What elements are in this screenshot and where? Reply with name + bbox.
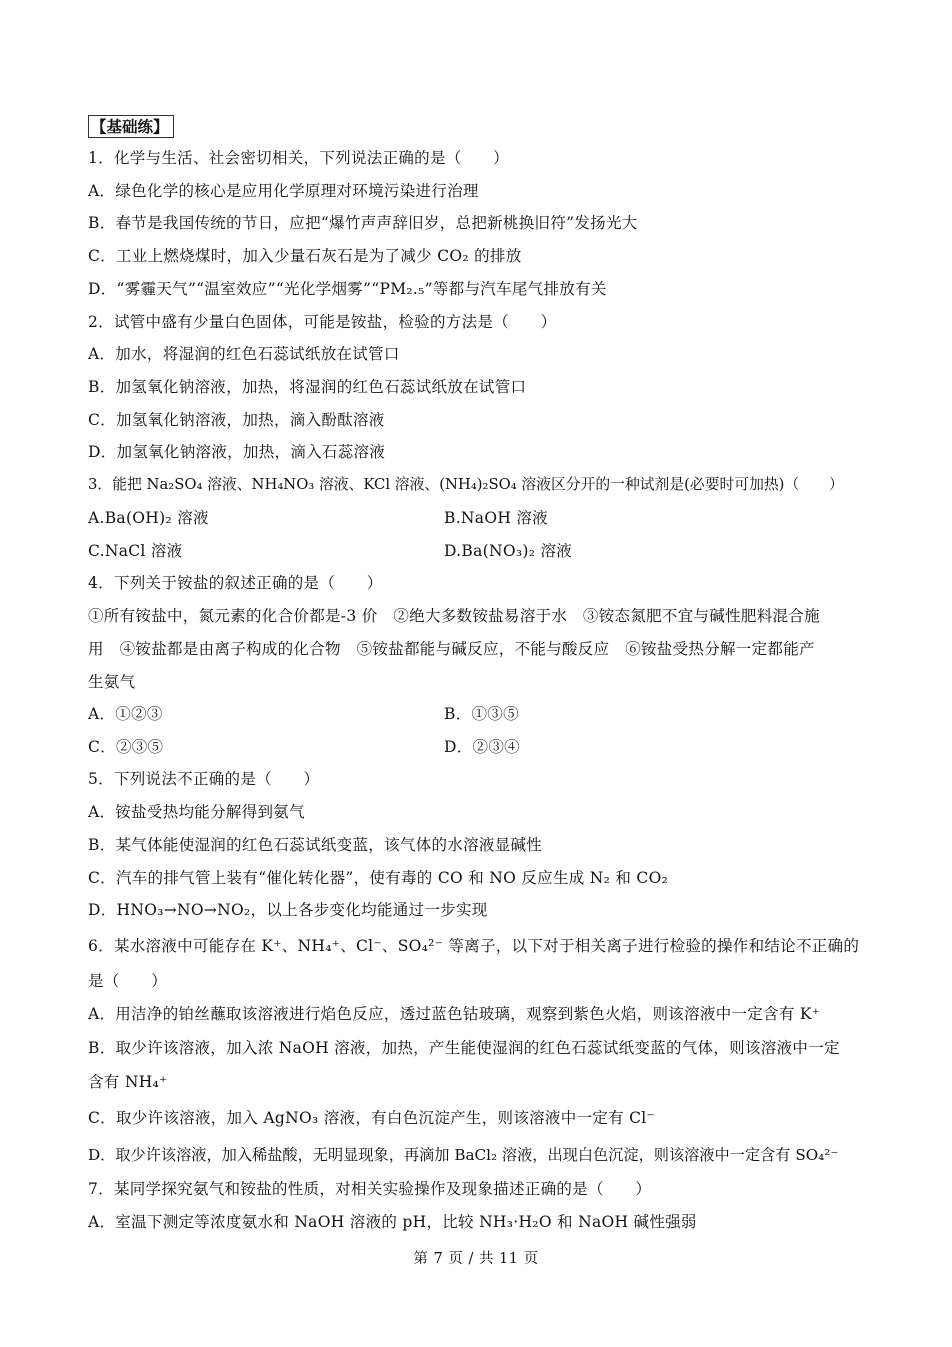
q4-option-b: B．①③⑤ xyxy=(444,705,519,723)
q3-option-d: D.Ba(NO₃)₂ 溶液 xyxy=(444,542,573,560)
q2-option-b: B．加氢氧化钠溶液，加热，将湿润的红色石蕊试纸放在试管口 xyxy=(88,378,527,396)
question-6-cont: 是（ ） xyxy=(88,972,168,990)
q6-option-d: D．取少许该溶液，加入稀盐酸，无明显现象，再滴加 BaCl₂ 溶液，出现白色沉淀，则该溶液中一定含有 SO₄²⁻ xyxy=(88,1146,839,1164)
q6-option-b: B．取少许该溶液，加入浓 NaOH 溶液，加热，产生能使湿润的红色石蕊试纸变蓝的气体，则该溶液中一定 xyxy=(88,1039,840,1057)
q1-option-c: C．工业上燃烧煤时，加入少量石灰石是为了减少 CO₂ 的排放 xyxy=(88,247,522,265)
q2-option-a: A．加水，将湿润的红色石蕊试纸放在试管口 xyxy=(88,345,400,363)
q5-option-d: D．HNO₃→NO→NO₂，以上各步变化均能通过一步实现 xyxy=(88,901,488,919)
question-1: 1．化学与生活、社会密切相关，下列说法正确的是（ ） xyxy=(88,149,509,167)
question-6: 6．某水溶液中可能存在 K⁺、NH₄⁺、Cl⁻、SO₄²⁻ 等离子，以下对于相关离子进行检验的操作和结论不正确的 xyxy=(88,937,860,955)
q1-option-b: B．春节是我国传统的节日，应把“爆竹声声辞旧岁，总把新桃换旧符”发扬光大 xyxy=(88,214,638,232)
q5-option-b: B．某气体能使湿润的红色石蕊试纸变蓝，该气体的水溶液显碱性 xyxy=(88,836,543,854)
q4-statement-line-2: 用 ④铵盐都是由离子构成的化合物 ⑤铵盐都能与碱反应，不能与酸反应 ⑥铵盐受热分解一定都能产 xyxy=(88,640,815,658)
q2-option-d: D．加氢氧化钠溶液，加热，滴入石蕊溶液 xyxy=(88,443,386,461)
section-header: 【基础练】 xyxy=(88,115,174,138)
q4-option-a: A．①②③ xyxy=(88,705,163,723)
question-4: 4．下列关于铵盐的叙述正确的是（ ） xyxy=(88,574,383,592)
q5-option-a: A．铵盐受热均能分解得到氨气 xyxy=(88,803,305,821)
q2-option-c: C．加氢氧化钠溶液，加热，滴入酚酞溶液 xyxy=(88,411,385,429)
q4-statement-line-3: 生氨气 xyxy=(88,673,136,691)
q3-option-b: B.NaOH 溶液 xyxy=(444,509,548,527)
question-3: 3．能把 Na₂SO₄ 溶液、NH₄NO₃ 溶液、KCl 溶液、(NH₄)₂SO₄ 溶液区分开的一种试剂是(必要时可加热)（ ） xyxy=(88,476,844,493)
q3-option-a: A.Ba(OH)₂ 溶液 xyxy=(88,509,209,527)
q1-option-a: A．绿色化学的核心是应用化学原理对环境污染进行治理 xyxy=(88,182,479,200)
q7-option-a: A．室温下测定等浓度氨水和 NaOH 溶液的 pH，比较 NH₃·H₂O 和 NaOH 碱性强弱 xyxy=(88,1213,697,1231)
q4-option-c: C．②③⑤ xyxy=(88,738,164,756)
q4-option-d: D．②③④ xyxy=(444,738,520,756)
question-5: 5．下列说法不正确的是（ ） xyxy=(88,770,320,788)
q6-option-a: A．用洁净的铂丝蘸取该溶液进行焰色反应，透过蓝色钴玻璃，观察到紫色火焰，则该溶液中一定含有 K⁺ xyxy=(88,1005,821,1023)
page-footer: 第 7 页 / 共 11 页 xyxy=(413,1251,539,1267)
q6-option-c: C．取少许该溶液，加入 AgNO₃ 溶液，有白色沉淀产生，则该溶液中一定有 Cl⁻ xyxy=(88,1109,656,1127)
question-2: 2．试管中盛有少量白色固体，可能是铵盐，检验的方法是（ ） xyxy=(88,313,557,331)
q1-option-d: D．“雾霾天气”“温室效应”“光化学烟雾”“PM₂.₅”等都与汽车尾气排放有关 xyxy=(88,280,607,298)
q5-option-c: C．汽车的排气管上装有“催化转化器”，使有毒的 CO 和 NO 反应生成 N₂ 和 CO₂ xyxy=(88,869,669,887)
question-7: 7．某同学探究氨气和铵盐的性质，对相关实验操作及现象描述正确的是（ ） xyxy=(88,1180,652,1198)
q4-statement-line-1: ①所有铵盐中，氮元素的化合价都是-3 价 ②绝大多数铵盐易溶于水 ③铵态氮肥不宜与碱性肥料混合施 xyxy=(88,607,820,625)
q6-option-b-cont: 含有 NH₄⁺ xyxy=(88,1073,168,1091)
q3-option-c: C.NaCl 溶液 xyxy=(88,542,183,560)
